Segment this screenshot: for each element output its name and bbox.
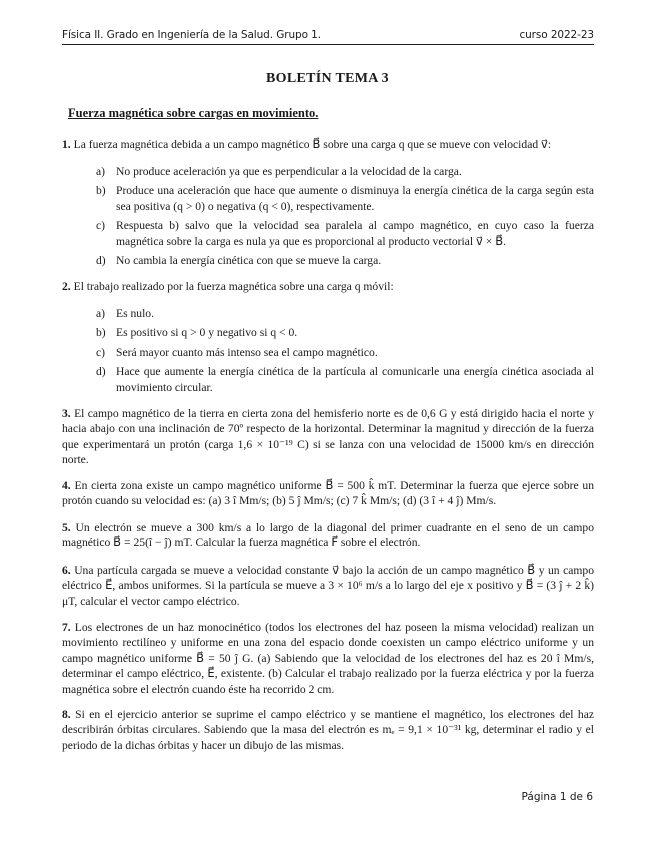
option-text: Es nulo.	[116, 307, 155, 320]
page-title: BOLETÍN TEMA 3	[266, 71, 389, 86]
question-6	[62, 563, 594, 609]
option-a	[96, 306, 594, 321]
option-a	[96, 164, 594, 179]
question-1	[62, 137, 594, 152]
question-text: El campo magnético de la tierra en cierta zona del hemisferio norte es de 0,6 G y está dirigido hacia el norte y hacia abajo con una inclinación de 70º respecto de la horizontal. Determinar la magnitud y dirección de la fuerza que experimentará un protón (carga 1,6 × 10⁻¹⁹ C) si se lanza con una velocidad de 15000 km/s en dirección norte.	[62, 407, 594, 467]
option-c	[96, 345, 594, 360]
page-number: Página 1 de 6	[521, 791, 593, 803]
question-2	[62, 279, 594, 294]
option-d	[96, 253, 594, 268]
question-number: 8.	[62, 708, 71, 721]
option-text: Es positivo si q > 0 y negativo si q < 0.	[116, 326, 298, 340]
option-text: No cambia la energía cinética con que se mueve la carga.	[116, 254, 382, 268]
question-number: 3.	[62, 407, 71, 420]
option-label: a)	[96, 165, 106, 178]
option-b	[96, 325, 594, 340]
question-number: 4.	[62, 479, 71, 492]
page-header	[62, 29, 594, 45]
question-text: El trabajo realizado por la fuerza magnética sobre una carga q móvil:	[73, 280, 394, 293]
question-number: 1.	[62, 138, 71, 151]
header-academic-year: curso 2022-23	[519, 29, 594, 41]
option-label: d)	[96, 365, 106, 379]
question-number: 5.	[62, 521, 71, 534]
question-1-options	[96, 164, 594, 272]
question-7	[62, 620, 594, 697]
section-heading: Fuerza magnética sobre cargas en movimiento.	[68, 106, 319, 120]
question-number: 2.	[62, 280, 71, 293]
option-label: a)	[96, 307, 106, 320]
question-2-options	[96, 306, 594, 399]
question-text: La fuerza magnética debida a un campo magnético B⃗ sobre una carga q que se mueve con velocidad v⃗:	[73, 138, 552, 151]
option-d	[96, 364, 594, 395]
question-3	[62, 406, 594, 468]
question-text: En cierta zona existe un campo magnético uniforme B⃗ = 500 k̂ mT. Determinar la fuerza que ejerce sobre un protón cuando su velocidad es: (a) 3 î Mm/s; (b) 5 ĵ Mm/s; (c) 7 k̂ Mm/s; (d) (3 î + 4 ĵ) Mm/s.	[62, 479, 594, 508]
option-label: b)	[96, 326, 106, 340]
option-text: Produce una aceleración que hace que aumente o disminuya la energía cinética de la carga según esta sea positiva (q > 0) o negativa (q < 0), respectivamente.	[116, 184, 594, 213]
question-8	[62, 707, 594, 753]
question-text: Si en el ejercicio anterior se suprime el campo eléctrico y se mantiene el magnético, los electrones del haz describirán órbitas circulares. Sabiendo que la masa del electrón es mₑ = 9,1 × 10⁻³¹ kg, determinar el radio y el periodo de la dichas órbitas y hacer un dibujo de las mismas.	[62, 708, 594, 752]
question-number: 6.	[62, 564, 71, 577]
option-b	[96, 183, 594, 214]
option-text: No produce aceleración ya que es perpendicular a la velocidad de la carga.	[116, 165, 462, 178]
option-c	[96, 218, 594, 249]
option-text: Hace que aumente la energía cinética de la partícula al comunicarle una energía cinética asociada al movimiento circular.	[116, 365, 594, 394]
question-text: Una partícula cargada se mueve a velocidad constante v⃗ bajo la acción de un campo magnético B⃗ y un campo eléctrico E⃗, ambos uniformes. Si la partícula se mueve a 3 × 10⁶ m/s a lo largo del eje x positivo y B⃗ = (3 ĵ + 2 k̂) μT, calcular el vector campo eléctrico.	[62, 564, 594, 608]
option-text: Respuesta b) salvo que la velocidad sea paralela al campo magnético, en cuyo caso la fuerza magnética sobre la carga es nula ya que es proporcional al producto vectorial v⃗ × B⃗.	[116, 219, 594, 248]
option-text: Será mayor cuanto más intenso sea el campo magnético.	[116, 345, 378, 359]
option-label: d)	[96, 254, 106, 268]
option-label: c)	[96, 219, 106, 233]
question-text: Un electrón se mueve a 300 km/s a lo largo de la diagonal del primer cuadrante en el seno de un campo magnético B⃗ = 25(î − ĵ) mT. Calcular la fuerza magnética F⃗ sobre el electrón.	[62, 521, 594, 550]
option-label: b)	[96, 184, 106, 198]
question-number: 7.	[62, 621, 71, 634]
option-label: c)	[96, 345, 106, 359]
question-text: Los electrones de un haz monocinético (todos los electrones del haz poseen la misma velocidad) realizan un movimiento rectilíneo y uniforme en una zona del espacio donde coexisten un campo eléctrico uniforme y un campo magnético uniforme B⃗ = 50 ĵ G. (a) Sabiendo que la velocidad de los electrones del haz es 20 î Mm/s, determinar el campo eléctrico, E⃗, existente. (b) Calcular el trabajo realizado por la fuerza eléctrica y por la fuerza magnética sobre el electrón cuando éste ha recorrido 2 cm.	[62, 621, 594, 696]
header-course-title: Física II. Grado en Ingeniería de la Salud. Grupo 1.	[62, 29, 321, 41]
question-5	[62, 520, 594, 551]
question-4	[62, 478, 594, 509]
